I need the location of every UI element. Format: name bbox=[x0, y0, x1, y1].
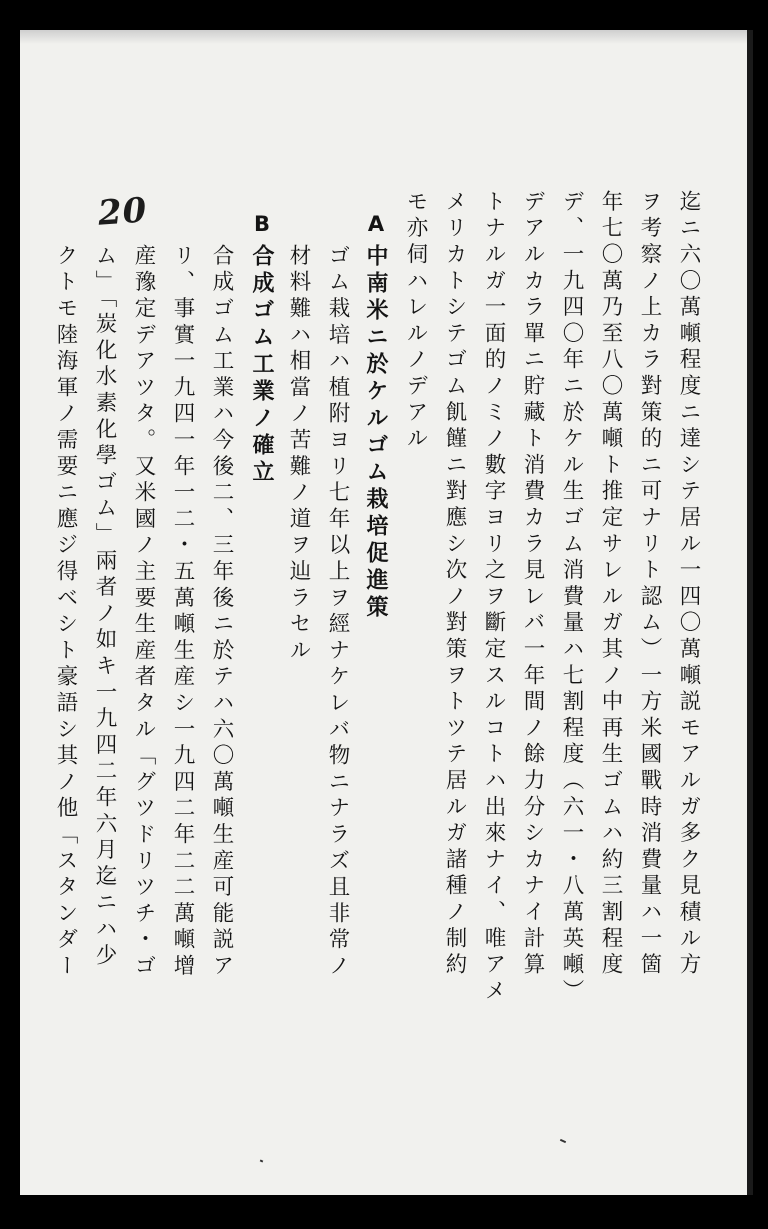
section-b-body-3: 産豫定デアツタ。又米國ノ主要生産者タル「グツドリツチ・ゴ bbox=[131, 244, 156, 981]
section-b-body-2: リ、事實一九四一年一二・五萬噸生産シ一九四二年二二萬噸增 bbox=[170, 244, 195, 981]
section-b-heading: 合成ゴム工業ノ確立 bbox=[249, 244, 275, 487]
text-column-5: デアルカラ單ニ貯藏ト消費カラ見レバ一年間ノ餘力分シカナイ計算 bbox=[520, 190, 545, 979]
section-a-body-2: 材料難ハ相當ノ苦難ノ道ヲ辿ラセル bbox=[286, 244, 311, 665]
text-column-7: メリカトシテゴム飢饉ニ對應シ次ノ對策ヲトツテ居ルガ諸種ノ制約 bbox=[442, 190, 467, 979]
section-b-body-5: クトモ陸海軍ノ需要ニ應ジ得ベシト豪語シ其ノ他「スタンダー bbox=[53, 244, 78, 981]
scan-speck bbox=[260, 1159, 264, 1162]
text-column-3: 年七〇萬乃至八〇萬噸ト推定サレルガ其ノ中再生ゴムハ約三割程度 bbox=[598, 190, 623, 979]
section-a-body-1: ゴム栽培ハ植附ヨリ七年以上ヲ經ナケレバ物ニナラズ且非常ノ bbox=[325, 244, 350, 981]
section-b-body-1: 合成ゴム工業ハ今後二、三年後ニ於テハ六〇萬噸生産可能説ア bbox=[209, 244, 234, 981]
text-column-4: デ、一九四〇年ニ於ケル生ゴム消費量ハ七割程度（六一・八萬英噸） bbox=[559, 190, 584, 1006]
section-a-marker: A bbox=[364, 212, 388, 241]
document-page bbox=[20, 30, 753, 1195]
page-edge-shadow bbox=[747, 30, 753, 1195]
section-b-body-4: ム」「炭化水素化學ゴム」兩者ノ如キ一九四二年六月迄ニハ少 bbox=[92, 244, 117, 970]
text-column-6: トナルガ一面的ノミノ數字ヨリ之ヲ斷定スルコトハ出來ナイ、唯アメ bbox=[481, 190, 506, 1006]
scan-speck bbox=[560, 1139, 566, 1143]
text-column-1: 迄ニ六〇萬噸程度ニ達シテ居ル一四〇萬噸説モアルガ多ク見積ル方 bbox=[676, 190, 701, 979]
section-a-heading: 中南米ニ於ケルゴム栽培促進策 bbox=[363, 244, 389, 622]
text-column-8: モ亦伺ハレルノデアル bbox=[403, 190, 428, 453]
section-b-marker: B bbox=[250, 212, 274, 241]
text-column-2: ヲ考察ノ上カラ對策的ニ可ナリト認ム）一方米國戰時消費量ハ一箇 bbox=[637, 190, 662, 979]
page-number-handwritten: 20 bbox=[96, 190, 149, 234]
